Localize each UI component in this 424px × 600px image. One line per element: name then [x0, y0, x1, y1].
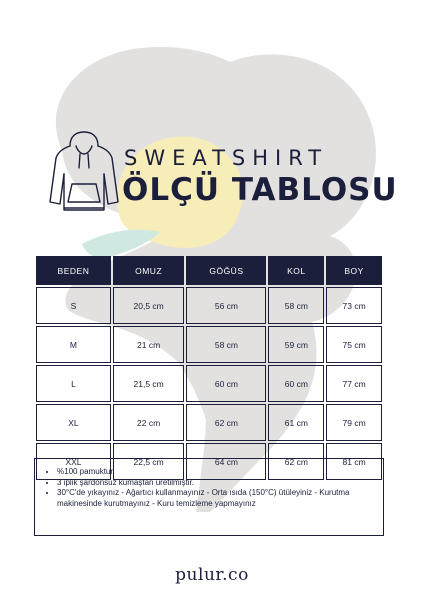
table-cell: 62 cm	[268, 443, 324, 480]
table-cell: 56 cm	[186, 287, 266, 324]
table-cell: 61 cm	[268, 404, 324, 441]
table-cell: 81 cm	[326, 443, 382, 480]
table-cell: 22,5 cm	[113, 443, 184, 480]
table-cell: 22 cm	[113, 404, 184, 441]
table-cell: 58 cm	[186, 326, 266, 363]
table-cell: 58 cm	[268, 287, 324, 324]
size-table	[34, 254, 384, 482]
table-cell: 62 cm	[186, 404, 266, 441]
header-cell: KOL	[268, 256, 324, 285]
header-cell: OMUZ	[113, 256, 184, 285]
table-cell: L	[36, 365, 111, 402]
brand-logo-text: pulur.co	[175, 565, 249, 585]
table-cell: 75 cm	[326, 326, 382, 363]
table-row	[36, 287, 382, 324]
table-cell: 21,5 cm	[113, 365, 184, 402]
hoodie-outline-icon	[46, 128, 122, 218]
table-header-row	[36, 256, 382, 285]
table-cell: XL	[36, 404, 111, 441]
table-row	[36, 326, 382, 363]
table-cell: XXL	[36, 443, 111, 480]
title-size-chart: ÖLÇÜ TABLOSU	[122, 172, 398, 208]
table-cell: 60 cm	[268, 365, 324, 402]
list-item: • %100 pamuktur.	[57, 467, 375, 478]
header-cell: BEDEN	[36, 256, 111, 285]
table-cell: 60 cm	[186, 365, 266, 402]
table-cell: 73 cm	[326, 287, 382, 324]
table-cell: 64 cm	[186, 443, 266, 480]
table-cell: 21 cm	[113, 326, 184, 363]
table-cell: M	[36, 326, 111, 363]
table-cell: 20,5 cm	[113, 287, 184, 324]
header-cell: GÖĞÜS	[186, 256, 266, 285]
table-row	[36, 404, 382, 441]
list-item: • 3 iplik şardonsuz kumaştan üretilmiştir.	[57, 478, 375, 489]
table-cell: 79 cm	[326, 404, 382, 441]
table-cell: S	[36, 287, 111, 324]
care-notes-list	[43, 467, 375, 509]
list-item: • 30°C'de yıkayınız - Ağartıcı kullanmayınız - Orta ısıda (150°C) ütüleyiniz - Kurutma makinesinde kurutmayınız - Kuru temizleme yapmayınız	[57, 488, 375, 509]
table-cell: 77 cm	[326, 365, 382, 402]
table-row	[36, 365, 382, 402]
header-cell: BOY	[326, 256, 382, 285]
table-cell: 59 cm	[268, 326, 324, 363]
care-notes-box	[34, 458, 384, 536]
title-sweatshirt: SWEATSHIRT	[124, 146, 329, 170]
title-area	[40, 118, 400, 218]
